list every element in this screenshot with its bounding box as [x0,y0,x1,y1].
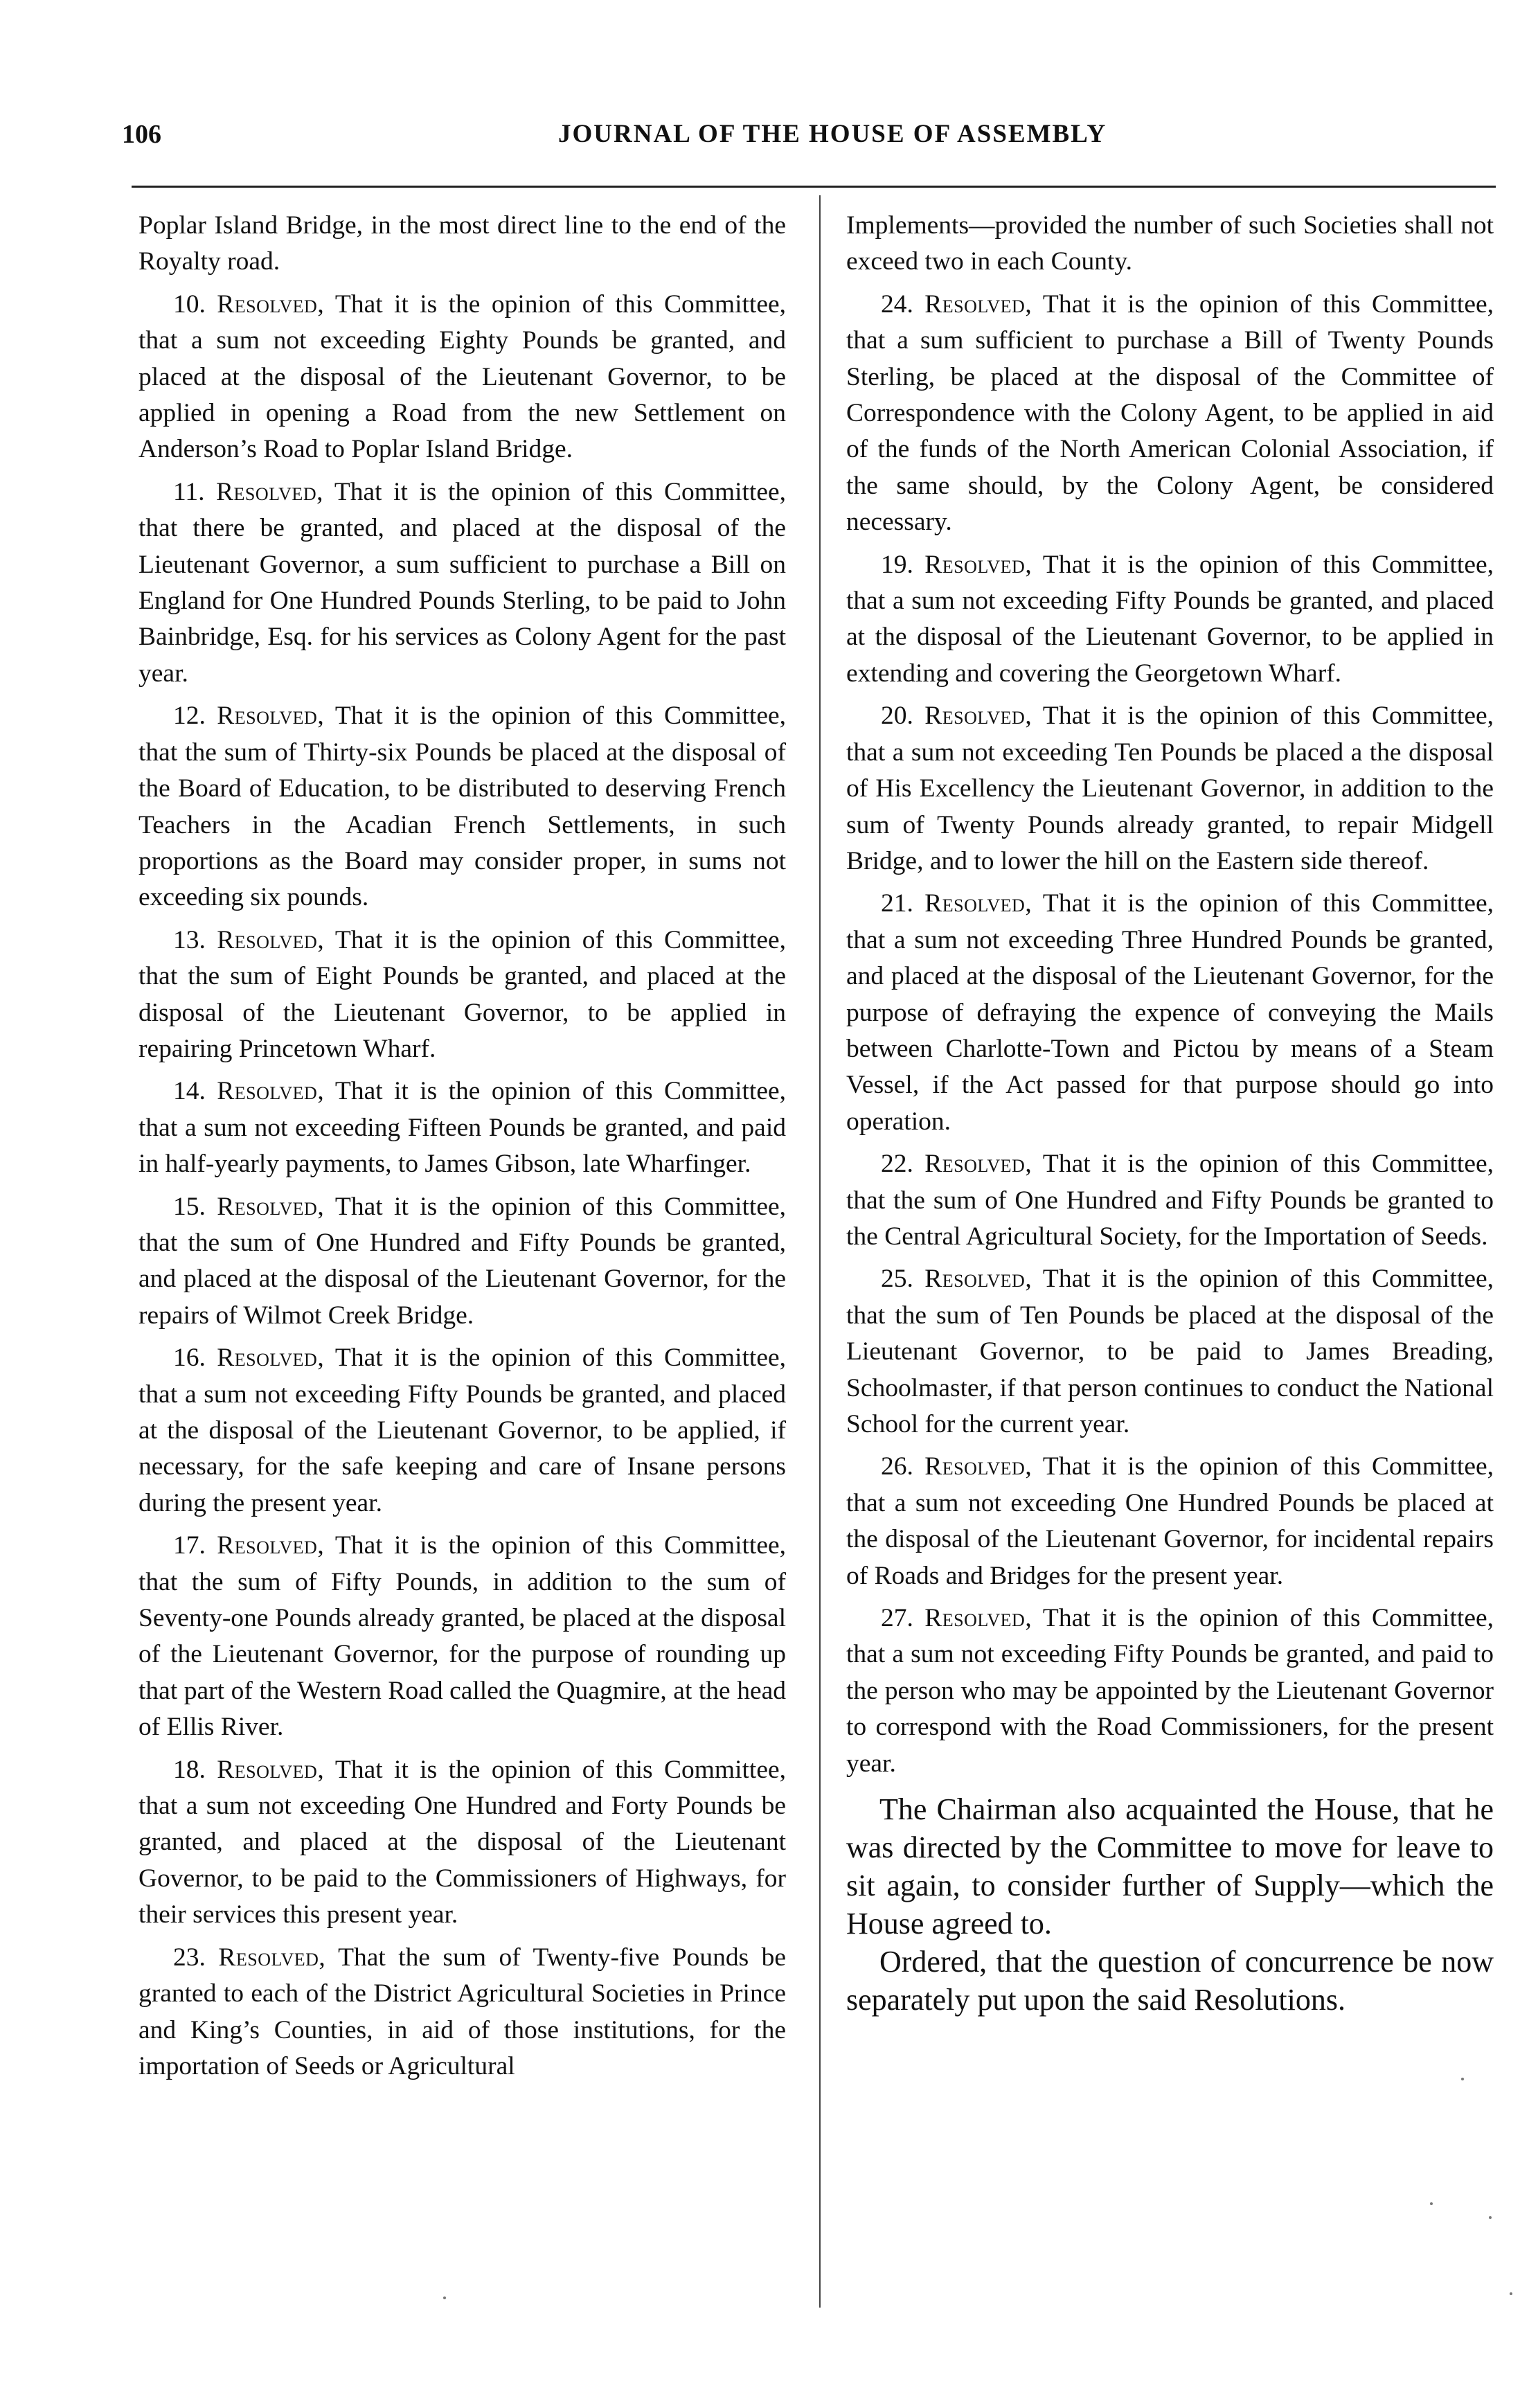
resolution-text: That it is the opinion of this Committee, that there be granted, and placed at the disposal of the Lieutenant Governor, a sum sufficient to purchase a Bill on England for One Hundred Pounds Sterling, to be paid to John Bainbridge, Esq. for his services as Colony Agent for the past year. [138,477,786,688]
resolution-text: That it is the opinion of this Committee, that a sum not exceeding Fifty Pounds be granted, and placed at the disposal of the Lieutenant Governor, to be applied in extending and covering the Georgetown Wharf. [846,550,1494,688]
resolution-number: 27. [881,1604,913,1633]
resolved-keyword: Resolved, [924,1265,1032,1294]
scan-speck [1430,2202,1433,2205]
resolution-paragraph [846,1600,1494,1782]
resolved-keyword: Resolved, [924,889,1032,918]
resolution-text: That it is the opinion of this Committee, that a sum not exceeding Fifty Pounds be granted, and paid to the person who may be appointed by the Lieutenant Governor to correspond with the Road Commissioners, for the present year. [846,1604,1494,1778]
resolution-paragraph [846,698,1494,880]
resolved-keyword: Resolved, [216,477,323,506]
scan-speck [1489,2216,1492,2219]
resolution-paragraph [138,922,786,1068]
resolution-paragraph [138,1340,786,1522]
resolution-text: That it is the opinion of this Committee, that the sum of Eight Pounds be granted, and placed at the disposal of the Lieutenant Governor, to be applied in repairing Princetown Wharf. [138,925,787,1063]
resolution-text: That it is the opinion of this Committee, that a sum sufficient to purchase a Bill of Twenty Pounds Sterling, be placed at the disposal of the Committee of Correspondence with the Colony Agent, to be applied in aid of the funds of the North American Colonial Association, if the same should, by the Colony Agent, be considered necessary. [846,289,1494,537]
resolution-number: 26. [881,1452,913,1481]
resolution-number: 21. [881,889,913,918]
resolved-keyword: Resolved, [924,1452,1032,1481]
column-divider [819,195,821,2308]
resolved-keyword: Resolved, [924,1604,1032,1633]
resolution-number: 10. [173,289,206,319]
resolution-paragraph [138,1940,786,2085]
order-of-concurrence: Ordered, that the question of concurrence be now separately put upon the said Resolutions. [846,1945,1494,2017]
scan-speck [1510,2292,1512,2295]
resolution-number: 17. [173,1531,206,1560]
resolution-paragraph: Poplar Island Bridge, in the most direct line to the end of the Royalty road. [138,211,786,276]
resolution-number: 23. [173,1943,206,1972]
resolution-text: That it is the opinion of this Committee, that the sum of One Hundred and Fifty Pounds be granted, and placed at the disposal of the Lieutenant Governor, for the repairs of Wilmot Creek Bridge. [138,1192,787,1330]
resolution-number: 12. [173,702,206,731]
running-head: JOURNAL OF THE HOUSE OF ASSEMBLY [558,120,1107,148]
resolution-text: That it is the opinion of this Committee, that the sum of Thirty-six Pounds be placed at the disposal of the Board of Education, to be distributed to deserving French Teachers in the Acadian French Settlements, in such proportions as the Board may consider proper, in sums not exceeding six pounds. [138,702,787,912]
scan-speck [443,2296,446,2299]
resolution-text: That it is the opinion of this Committee, that the sum of Ten Pounds be placed at the disposal of the Lieutenant Governor, to be paid to James Breading, Schoolmaster, if that person continues to conduct the National School for the current year. [846,1265,1494,1438]
resolution-paragraph [138,1073,786,1182]
resolution-paragraph [846,886,1494,1140]
resolution-text: That the sum of Twenty-five Pounds be granted to each of the District Agricultural Societies in Prince and King’s Counties, in aid of those institutions, for the importation of Seeds or Agricultural [138,1943,787,2080]
resolution-text: That it is the opinion of this Committee, that a sum not exceeding Eighty Pounds be granted, and placed at the disposal of the Lieutenant Governor, to be applied in opening a Road from the new Settlement on Anderson’s Road to Poplar Island Bridge. [138,289,787,464]
resolution-text: That it is the opinion of this Committee, that the sum of One Hundred and Fifty Pounds be granted to the Central Agricultural Society, for the Importation of Seeds. [846,1150,1494,1251]
resolution-text: That it is the opinion of this Committee, that a sum not exceeding Fifteen Pounds be granted, and paid in half-yearly payments, to James Gibson, late Wharfinger. [138,1077,787,1179]
resolution-paragraph [846,547,1494,693]
resolved-keyword: Resolved, [924,702,1032,731]
resolution-text: That it is the opinion of this Committee, that a sum not exceeding One Hundred Pounds be placed at the disposal of the Lieutenant Governor, for incidental repairs of Roads and Bridges for the present year. [846,1452,1494,1590]
resolution-paragraph [846,1146,1494,1255]
resolution-number: 24. [881,289,913,319]
resolution-paragraph: Implements—provided the number of such Societies shall not exceed two in each County. [846,211,1494,276]
resolution-number: 14. [173,1077,206,1106]
resolved-keyword: Resolved, [217,1755,325,1784]
resolved-keyword: Resolved, [217,1344,325,1373]
resolution-text: That it is the opinion of this Committee, that a sum not exceeding Fifty Pounds be granted, and placed at the disposal of the Lieutenant Governor, to be applied, if necessary, for the safe keeping and care of Insane persons during the present year. [138,1344,787,1517]
resolved-keyword: Resolved, [217,1531,325,1560]
right-column [846,208,1494,2019]
resolved-keyword: Resolved, [217,925,325,954]
resolution-paragraph [846,1449,1494,1594]
resolved-keyword: Resolved, [217,289,325,319]
resolution-number: 20. [881,702,913,731]
resolution-paragraph [138,287,786,468]
resolution-text: That it is the opinion of this Committee, that a sum not exceeding Three Hundred Pounds be granted, and placed at the disposal of the Lieutenant Governor, for the purpose of defraying the expence of conveying the Mails between Charlotte-Town and Pictou by means of a Steam Vessel, if the Act passed for that purpose should go into operation. [846,889,1494,1136]
resolution-text: That it is the opinion of this Committee, that a sum not exceeding Ten Pounds be placed a the disposal of His Excellency the Lieutenant Governor, in addition to the sum of Twenty Pounds already granted, to repair Midgell Bridge, and to lower the hill on the Eastern side thereof. [846,702,1494,875]
resolution-number: 16. [173,1344,206,1373]
scan-speck [1461,2078,1464,2080]
resolution-paragraph [846,1261,1494,1443]
left-column [138,208,786,2091]
resolution-number: 19. [881,550,913,579]
resolution-number: 22. [881,1150,913,1179]
resolved-keyword: Resolved, [924,1150,1032,1179]
resolution-paragraph [138,698,786,916]
resolution-text: That it is the opinion of this Committee, that a sum not exceeding One Hundred and Forty Pounds be granted, and placed at the disposal of the Lieutenant Governor, to be paid to the Commissioners of Highways, for their services this present year. [138,1755,787,1929]
resolution-number: 15. [173,1192,206,1221]
resolution-number: 13. [173,925,206,954]
resolution-number: 11. [173,477,205,506]
resolution-paragraph [846,287,1494,541]
resolved-keyword: Resolved, [217,702,325,731]
resolved-keyword: Resolved, [924,289,1032,319]
resolution-paragraph [138,1752,786,1934]
chairman-report: The Chairman also acquainted the House, that he was directed by the Committee to move for leave to sit again, to consider further of Supply—which the House agreed to. [846,1792,1494,1941]
header-rule [132,186,1496,188]
resolution-paragraph [138,474,786,692]
resolved-keyword: Resolved, [217,1192,325,1221]
resolution-paragraph [138,1189,786,1335]
resolved-keyword: Resolved, [218,1943,326,1972]
resolution-text: That it is the opinion of this Committee, that the sum of Fifty Pounds, in addition to the sum of Seventy-one Pounds already granted, be placed at the disposal of the Lieutenant Governor, for the purpose of rounding up that part of the Western Road called the Quagmire, at the head of Ellis River. [138,1531,787,1742]
resolved-keyword: Resolved, [924,550,1032,579]
resolved-keyword: Resolved, [217,1077,325,1106]
page-number: 106 [122,120,161,149]
page-header [122,119,1500,161]
resolution-paragraph [138,1528,786,1745]
resolution-number: 25. [881,1265,913,1294]
resolution-number: 18. [173,1755,206,1784]
